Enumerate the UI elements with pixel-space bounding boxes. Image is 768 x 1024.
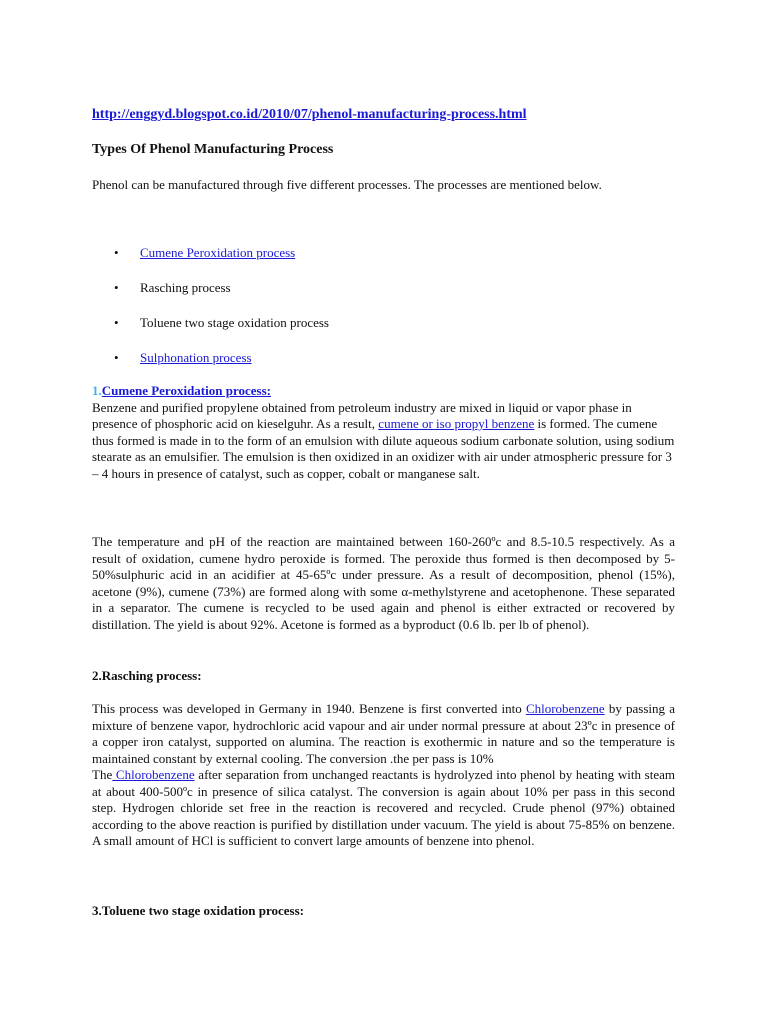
chlorobenzene-link[interactable]: Chlorobenzene bbox=[525, 701, 605, 716]
section-heading bbox=[92, 383, 675, 400]
process-label-rasching: Rasching process bbox=[140, 280, 231, 295]
section-rasching bbox=[92, 701, 675, 850]
text-run: The bbox=[92, 767, 113, 782]
section-paragraph: The temperature and pH of the reaction are maintained between 160-260ºc and 8.5-10.5 respectively. As a result of oxidation, cumene hydro peroxide is formed. The peroxide thus formed is then decomposed by 5-50%sulphuric acid in an acidifier at 45-65ºc under pressure. As a result of decomposition, phenol (15%), acetone (9%), cumene (73%) are formed along with some α-methylstyrene and acetophenone. These separated in a separator. The cumene is recycled to be used again and phenol is either extracted or recovered by distillation. The yield is about 92%. Acetone is formed as a byproduct (0.6 lb. per lb of phenol). bbox=[92, 534, 675, 632]
bullet-icon: • bbox=[114, 350, 119, 365]
section-cumene bbox=[92, 383, 675, 482]
text-run: is formed. The cumene thus formed is made in to the form of an emulsion with dilute aqueous sodium carbonate solution, using sodium stearate as an emulsifier. The emulsion is then oxidized in an oxidizer with air under atmospheric pressure for 3 – 4 hours in presence of catalyst, such as copper, cobalt or manganese salt. bbox=[92, 416, 675, 481]
section-heading-rasching: 2.Rasching process: bbox=[92, 668, 202, 683]
section-heading-toluene: 3.Toluene two stage oxidation process: bbox=[92, 903, 304, 918]
text-run: This process was developed in Germany in 1940. Benzene is first converted into bbox=[92, 701, 526, 716]
source-url-link[interactable]: http://enggyd.blogspot.co.id/2010/07/phenol-manufacturing-process.html bbox=[92, 107, 527, 122]
bullet-icon: • bbox=[114, 280, 119, 295]
section-number: 1. bbox=[92, 383, 102, 398]
section-heading-link[interactable]: Cumene Peroxidation process: bbox=[101, 383, 271, 398]
list-item bbox=[92, 350, 329, 385]
process-link-cumene[interactable]: Cumene Peroxidation process bbox=[140, 245, 296, 260]
process-list bbox=[92, 245, 329, 385]
page-title: Types Of Phenol Manufacturing Process bbox=[92, 142, 334, 157]
list-item bbox=[92, 315, 329, 350]
list-item bbox=[92, 245, 329, 280]
cumene-link[interactable]: cumene or iso propyl benzene bbox=[378, 416, 535, 431]
section-paragraph bbox=[92, 701, 675, 767]
text-run: by passing a mixture of benzene vapor, hydrochloric acid vapour and air under normal pressure at about 23ºc in presence of a copper iron catalyst, supported on alumina. The reaction is exothermic in nature and so the temperature is maintained constant by external cooling. The conversion .the per pass is 10% bbox=[92, 701, 675, 766]
bullet-icon: • bbox=[114, 315, 119, 330]
process-label-toluene: Toluene two stage oxidation process bbox=[140, 315, 329, 330]
chlorobenzene-link[interactable]: Chlorobenzene bbox=[112, 767, 195, 782]
text-run: after separation from unchanged reactants is hydrolyzed into phenol by heating with steam at about 400-500ºc in presence of silica catalyst. The conversion is again about 10% per pass in this second step. Hydrogen chloride set free in the reaction is recovered and recycled. Crude phenol (97%) obtained according to the above reaction is purified by distillation under vacuum. The yield is about 75-85% on benzene. A small amount of HCl is sufficient to convert large amounts of benzene into phenol. bbox=[92, 767, 675, 848]
section-paragraph bbox=[92, 400, 675, 483]
process-link-sulphonation[interactable]: Sulphonation process bbox=[140, 350, 252, 365]
intro-paragraph: Phenol can be manufactured through five different processes. The processes are mentioned below. bbox=[92, 177, 602, 192]
bullet-icon: • bbox=[114, 245, 119, 260]
text-run: Benzene and purified propylene obtained from petroleum industry are mixed in liquid or vapor phase in presence of phosphoric acid on kieselguhr. As a result, bbox=[92, 399, 632, 431]
list-item bbox=[92, 280, 329, 315]
section-paragraph bbox=[92, 767, 675, 850]
